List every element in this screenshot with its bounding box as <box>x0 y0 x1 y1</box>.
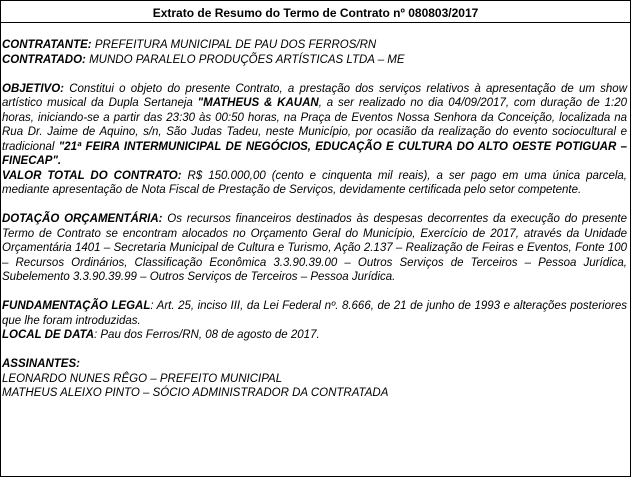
signer-1: LEONARDO NUNES RÊGO – PREFEITO MUNICIPAL <box>2 372 283 385</box>
local-paragraph <box>2 328 627 343</box>
contratante-label: CONTRATANTE: <box>2 39 92 51</box>
valor-label: VALOR TOTAL DO CONTRATO: <box>2 169 182 182</box>
objetivo-paragraph <box>2 82 627 169</box>
spacer <box>2 67 627 82</box>
objetivo-text-2: , a ser realizado no dia 04/09/2017, com duração de 1:20 horas, iniciando-se a partir das 23:30 às 00:50 horas, na Praça de Eventos Nossa Senhora da Conceição, localizada na Rua Dr. Jaime de Aquino, s/n, São Judas Tadeu, neste Município, por ocasião da realização do evento sociocultural e tradicional <box>2 97 627 153</box>
contratado-label: CONTRATADO: <box>2 53 86 66</box>
valor-paragraph <box>2 169 627 198</box>
spacer <box>2 285 627 300</box>
dotacao-text: Os recursos financeiros destinados às despesas decorrentes da execução do presente Termo de Contrato se encontram alocados no Orçamento Geral do Município, Exercício de 2017, através da Unidade Orçamentária 1401 – Secretaria Municipal de Cultura e Turismo, Ação 2.137 – Realização de Feiras e Eventos, Fonte 100 – Recursos Ordinários, Classificação Econômica 3.3.90.39.00 – Outros Serviços de Terceiros – Pessoa Jurídica, Subelemento 3.3.90.39.99 – Outros Serviços de Terceiros – Pessoa Jurídica. <box>2 213 628 283</box>
dotacao-paragraph <box>2 212 627 285</box>
local-text: : Pau dos Ferros/RN, 08 de agosto de 2017. <box>94 329 320 341</box>
fundamentacao-paragraph <box>2 299 627 328</box>
contratado-line <box>2 53 627 68</box>
objetivo-artist: "MATHEUS & KAUAN <box>197 97 319 109</box>
spacer <box>2 343 627 358</box>
valor-text: R$ 150.000,00 (cento e cinquenta mil reais), a ser pago em uma única parcela, mediante apresentação de Nota Fiscal de Prestação de Serviços, devidamente certificada pelo setor competente. <box>2 169 627 196</box>
signer-2: MATHEUS ALEIXO PINTO – SÓCIO ADMINISTRADOR DA CONTRATADA <box>2 387 389 399</box>
assinantes-label: ASSINANTES: <box>2 358 80 370</box>
local-label: LOCAL DE DATA <box>2 329 94 341</box>
objetivo-event: "21ª FEIRA INTERMUNICIPAL DE NEGÓCIOS, EDUCAÇÃO E CULTURA DO ALTO OESTE POTIGUAR – FINECAP". <box>2 140 627 167</box>
contratado-value: MUNDO PARALELO PRODUÇÕES ARTÍSTICAS LTDA – ME <box>85 53 405 66</box>
contratante-line <box>2 38 627 53</box>
document-body <box>2 38 627 401</box>
dotacao-label: DOTAÇÃO ORÇAMENTÁRIA: <box>2 213 163 225</box>
fundamentacao-text: : Art. 25, inciso III, da Lei Federal nº. 8.666, de 21 de junho de 1993 e alterações posteriores que lhe foram introduzidas. <box>2 300 627 327</box>
assinantes-label-line <box>2 357 627 372</box>
contratante-value: PREFEITURA MUNICIPAL DE PAU DOS FERROS/RN <box>91 39 377 51</box>
fundamentacao-label: FUNDAMENTAÇÃO LEGAL <box>2 300 151 312</box>
document-title: Extrato de Resumo do Termo de Contrato nº 080803/2017 <box>0 5 631 23</box>
objetivo-label: OBJETIVO: <box>2 82 64 95</box>
objetivo-text-1: Constitui o objeto do presente Contrato, a prestação dos serviços relativos à apresentação de um show artístico musical da Dupla Sertaneja <box>2 82 627 109</box>
spacer <box>2 198 627 213</box>
